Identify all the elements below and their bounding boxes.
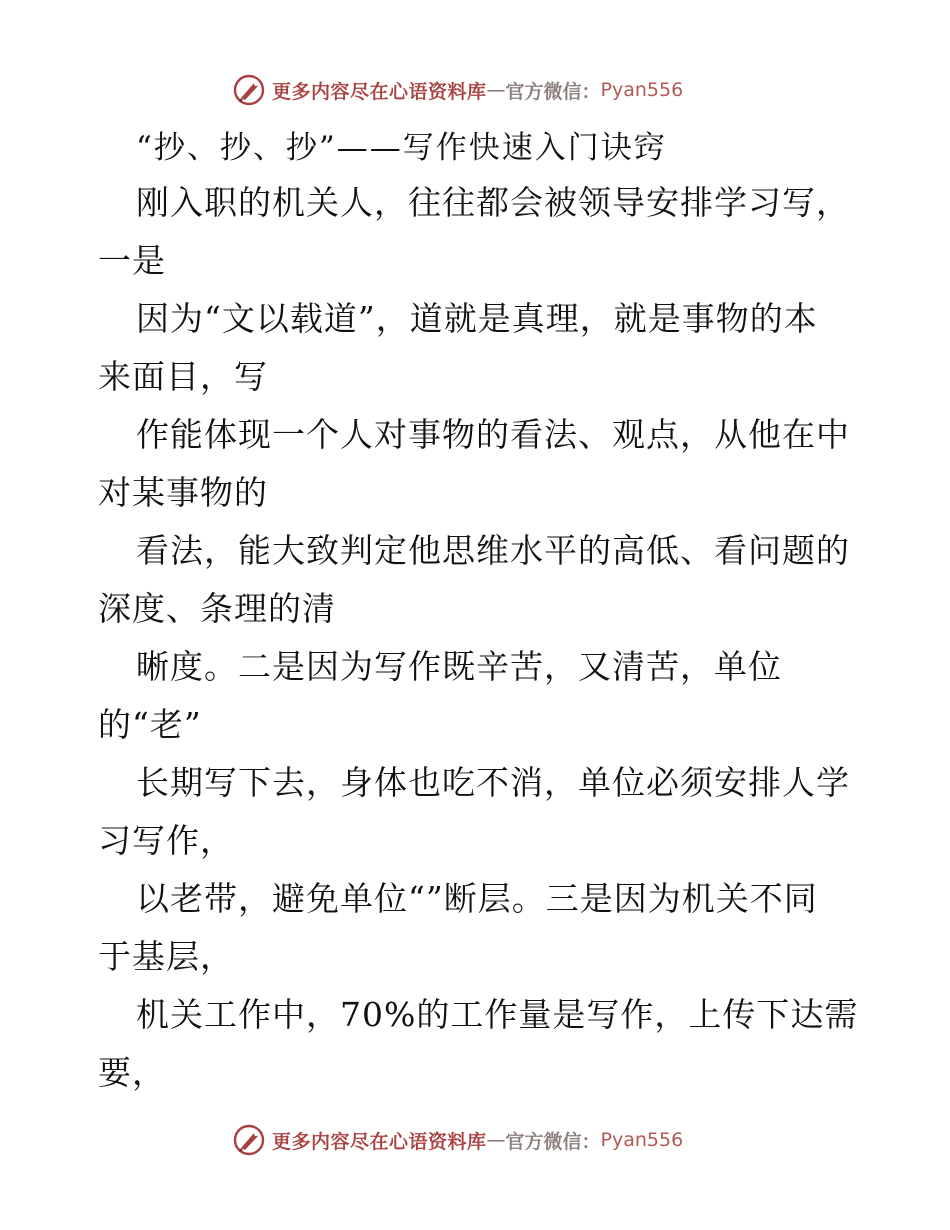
text-line: 于基层，	[98, 937, 234, 976]
banner-wechat-label: 官方微信：	[505, 80, 601, 103]
document-body	[98, 122, 858, 1102]
text-line: 来面目，写	[98, 357, 268, 396]
text-line: 要，	[98, 1053, 166, 1092]
banner-wechat-id: Pyan556	[600, 1129, 684, 1151]
text-line: 晰度。二是因为写作既辛苦，又清苦，单位	[136, 647, 782, 686]
header-banner	[232, 73, 732, 107]
banner-wechat-label: 官方微信：	[505, 1130, 601, 1153]
banner-separator: —	[486, 79, 506, 101]
pen-logo-icon	[232, 1123, 266, 1157]
text-line: 作能体现一个人对事物的看法、观点，从他在中	[136, 415, 850, 454]
document-title: “抄、抄、抄”——写作快速入门诀窍	[136, 130, 667, 166]
footer-banner	[232, 1123, 732, 1157]
text-line: 以老带，避免单位“”断层。三是因为机关不同	[136, 879, 818, 918]
pen-logo-icon	[232, 73, 266, 107]
banner-wechat-id: Pyan556	[600, 79, 684, 101]
banner-main-text: 更多内容尽在心语资料库	[272, 1130, 487, 1153]
text-line: 深度、条理的清	[98, 589, 336, 628]
text-line: 长期写下去，身体也吃不消，单位必须安排人学	[136, 763, 850, 802]
text-line: 一是	[98, 241, 166, 280]
text-line: 因为“文以载道”，道就是真理，就是事物的本	[136, 299, 818, 338]
text-line: 对某事物的	[98, 473, 268, 512]
text-line: 机关工作中，70%的工作量是写作，上传下达需	[136, 995, 859, 1034]
text-line: 看法，能大致判定他思维水平的高低、看问题的	[136, 531, 850, 570]
banner-separator: —	[486, 1129, 506, 1151]
text-line: 的“老”	[98, 705, 202, 744]
banner-main-text: 更多内容尽在心语资料库	[272, 80, 487, 103]
text-line: 习写作，	[98, 821, 234, 860]
paragraph-lines	[98, 174, 858, 1102]
text-line: 刚入职的机关人，往往都会被领导安排学习写，	[136, 183, 850, 222]
